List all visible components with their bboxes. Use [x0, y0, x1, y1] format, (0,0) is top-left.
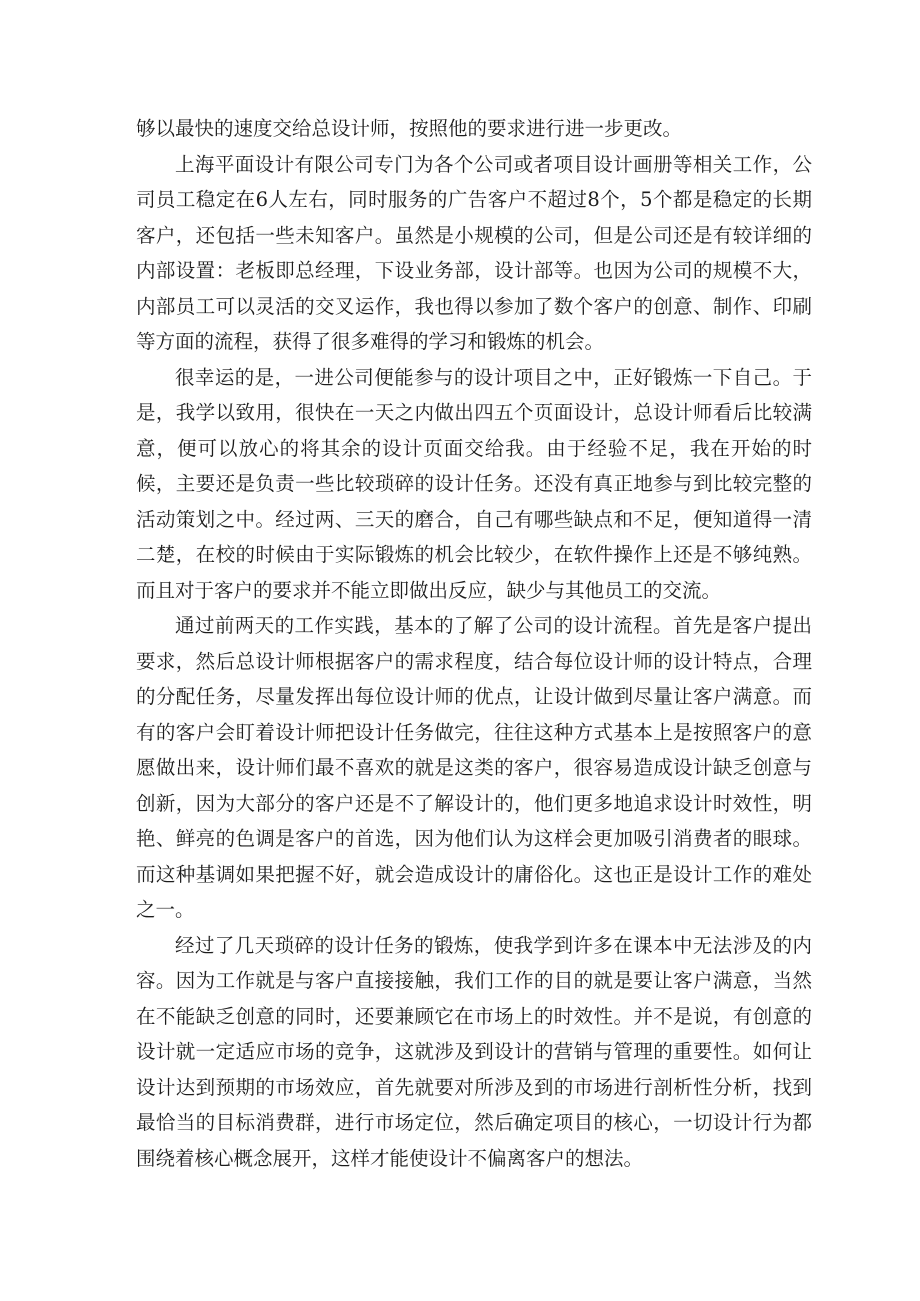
paragraph-design-process: 通过前两天的工作实践，基本的了解了公司的设计流程。首先是客户提出要求，然后总设计师根据客户的需求程度，结合每位设计师的设计特点，合理的分配任务，尽量发挥出每位设计师的优点，让设计做到尽量让客户满意。而有的客户会盯着设计师把设计任务做完，往往这种方式基本上是按照客户的意愿做出来，设计师们最不喜欢的就是这类的客户，很容易造成设计缺乏创意与创新，因为大部分的客户还是不了解设计的，他们更多地追求设计时效性，明艳、鲜亮的色调是客户的首选，因为他们认为这样会更加吸引消费者的眼球。而这种基调如果把握不好，就会造成设计的庸俗化。这也正是设计工作的难处之一。 — [136, 614, 812, 921]
paragraph-first-project: 很幸运的是，一进公司便能参与的设计项目之中，正好锻炼一下自己。于是，我学以致用，很快在一天之内做出四五个页面设计，总设计师看后比较满意，便可以放心的将其余的设计页面交给我。由于经验不足，我在开始的时候，主要还是负责一些比较琐碎的设计任务。还没有真正地参与到比较完整的活动策划之中。经过两、三天的磨合，自己有哪些缺点和不足，便知道得一清二楚，在校的时候由于实际锻炼的机会比较少，在软件操作上还是不够纯熟。而且对于客户的要求并不能立即做出反应，缺少与其他员工的交流。 — [136, 365, 812, 602]
body-text — [136, 111, 812, 1176]
paragraph-lessons-learned: 经过了几天琐碎的设计任务的锻炼，使我学到许多在课本中无法涉及的内容。因为工作就是与客户直接接触，我们工作的目的就是要让客户满意，当然在不能缺乏创意的同时，还要兼顾它在市场上的时效性。并不是说，有创意的设计就一定适应市场的竞争，这就涉及到设计的营销与管理的重要性。如何让设计达到预期的市场效应，首先就要对所涉及到的市场进行剖析性分析，找到最恰当的目标消费群，进行市场定位，然后确定项目的核心，一切设计行为都围绕着核心概念展开，这样才能使设计不偏离客户的想法。 — [136, 933, 812, 1170]
paragraph-company-intro: 上海平面设计有限公司专门为各个公司或者项目设计画册等相关工作，公司员工稳定在6人左右，同时服务的广告客户不超过8个，5个都是稳定的长期客户，还包括一些未知客户。虽然是小规模的公司，但是公司还是有较详细的内部设置：老板即总经理，下设业务部，设计部等。也因为公司的规模不大，内部员工可以灵活的交叉运作，我也得以参加了数个客户的创意、制作、印刷等方面的流程，获得了很多难得的学习和锻炼的机会。 — [136, 152, 812, 353]
paragraph-continuation: 够以最快的速度交给总设计师，按照他的要求进行进一步更改。 — [136, 117, 683, 140]
